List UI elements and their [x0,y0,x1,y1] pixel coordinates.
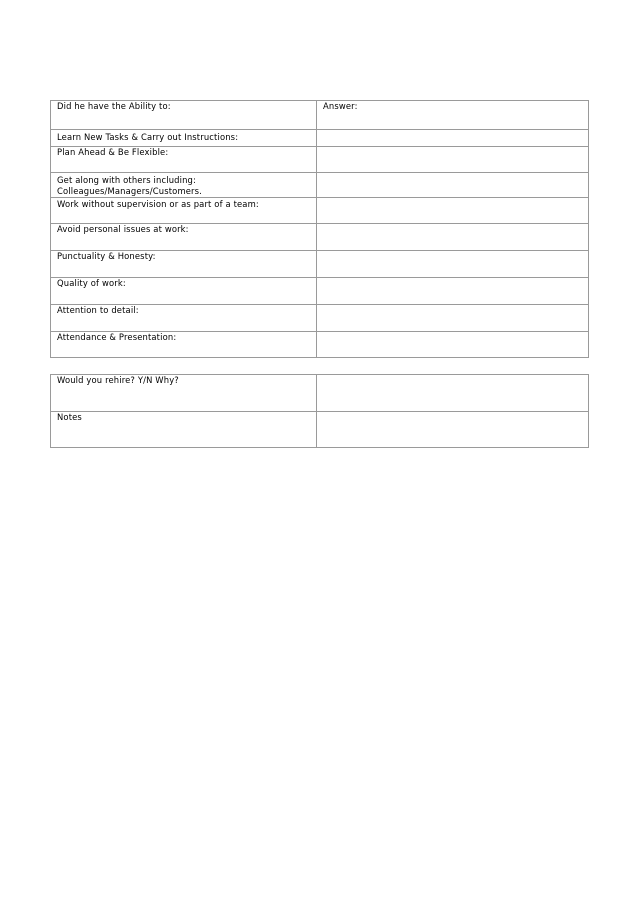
question-get-along: Get along with others including: Colleagues/Managers/Customers. [51,173,317,198]
table-row [51,251,589,278]
answer-attention-to-detail[interactable] [317,305,589,332]
question-attention-to-detail: Attention to detail: [51,305,317,332]
ability-table-header-row [51,101,589,130]
answer-work-without-supervision[interactable] [317,198,589,224]
table-row [51,375,589,412]
question-personal-issues: Avoid personal issues at work: [51,224,317,251]
ability-table [50,100,589,358]
table-row [51,305,589,332]
question-work-without-supervision: Work without supervision or as part of a team: [51,198,317,224]
question-learn-new-tasks: Learn New Tasks & Carry out Instructions: [51,130,317,147]
answer-plan-ahead[interactable] [317,147,589,173]
table-row [51,224,589,251]
answer-personal-issues[interactable] [317,224,589,251]
table-row [51,147,589,173]
question-quality-of-work: Quality of work: [51,278,317,305]
rehire-table [50,374,589,448]
answer-get-along[interactable] [317,173,589,198]
table-row [51,198,589,224]
answer-would-you-rehire[interactable] [317,375,589,412]
answer-notes[interactable] [317,412,589,448]
question-notes: Notes [51,412,317,448]
question-would-you-rehire: Would you rehire? Y/N Why? [51,375,317,412]
question-punctuality: Punctuality & Honesty: [51,251,317,278]
table-row [51,130,589,147]
table-row [51,332,589,358]
ability-header-question: Did he have the Ability to: [51,101,317,130]
answer-punctuality[interactable] [317,251,589,278]
answer-attendance[interactable] [317,332,589,358]
table-row [51,173,589,198]
answer-quality-of-work[interactable] [317,278,589,305]
ability-header-answer: Answer: [317,101,589,130]
table-row [51,412,589,448]
question-attendance: Attendance & Presentation: [51,332,317,358]
table-row [51,278,589,305]
question-plan-ahead: Plan Ahead & Be Flexible: [51,147,317,173]
answer-learn-new-tasks[interactable] [317,130,589,147]
